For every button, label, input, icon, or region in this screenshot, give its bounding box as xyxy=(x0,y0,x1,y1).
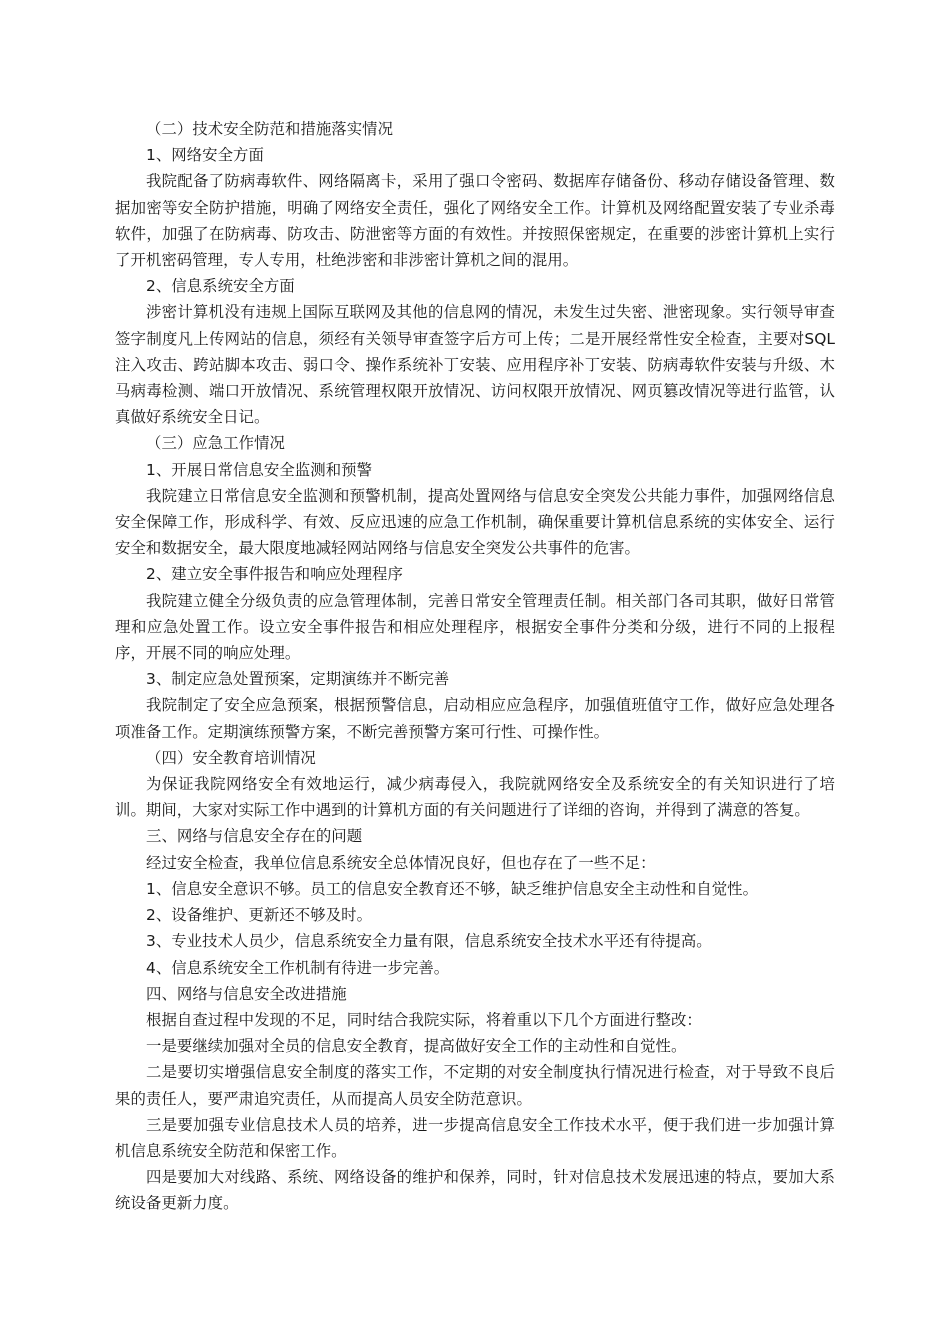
list-item: 1、信息安全意识不够。员工的信息安全教育还不够，缺乏维护信息安全主动性和自觉性。 xyxy=(146,879,759,898)
subsection-heading: 1、开展日常信息安全监测和预警 xyxy=(146,460,373,479)
section-heading: 四、网络与信息安全改进措施 xyxy=(146,984,347,1003)
subsection-heading: 1、网络安全方面 xyxy=(146,146,264,165)
list-item: 一是要继续加强对全员的信息安全教育，提高做好安全工作的主动性和自觉性。 xyxy=(146,1037,687,1056)
paragraph: 涉密计算机没有违规上国际互联网及其他的信息网的情况，未发生过失密、泄密现象。实行领导审查签字制度凡上传网站的信息，须经有关领导审查签字后方可上传；二是开展经常性安全检查，主要对SQL注入攻击、跨站脚本攻击、弱口令、操作系统补丁安装、应用程序补丁安装、防病毒软件安装与升级、木马病毒检测、端口开放情况、系统管理权限开放情况、访问权限开放情况、网页篡改情况等进行监管，认真做好系统安全日记。 xyxy=(115,303,835,427)
list-item: 三是要加强专业信息技术人员的培养，进一步提高信息安全工作技术水平，便于我们进一步加强计算机信息系统安全防范和保密工作。 xyxy=(115,1115,835,1160)
paragraph: 经过安全检查，我单位信息系统安全总体情况良好，但也存在了一些不足： xyxy=(146,853,656,872)
list-item: 二是要切实增强信息安全制度的落实工作，不定期的对安全制度执行情况进行检查，对于导致不良后果的责任人，要严肃追究责任，从而提高人员安全防范意识。 xyxy=(115,1063,835,1108)
section-heading: （四）安全教育培训情况 xyxy=(146,748,316,767)
subsection-heading: 2、信息系统安全方面 xyxy=(146,277,295,296)
list-item: 四是要加大对线路、系统、网络设备的维护和保养，同时，针对信息技术发展迅速的特点，要加大系统设备更新力度。 xyxy=(115,1168,835,1213)
list-item: 4、信息系统安全工作机制有待进一步完善。 xyxy=(146,958,450,977)
paragraph: 我院建立健全分级负责的应急管理体制，完善日常安全管理责任制。相关部门各司其职，做好日常管理和应急处置工作。设立安全事件报告和相应处理程序，根据安全事件分类和分级，进行不同的上报程序，开展不同的响应处理。 xyxy=(115,591,835,663)
section-heading: （二）技术安全防范和措施落实情况 xyxy=(146,120,394,138)
section-heading: （三）应急工作情况 xyxy=(146,434,285,453)
paragraph: 我院配备了防病毒软件、网络隔离卡，采用了强口令密码、数据库存储备份、移动存储设备管理、数据加密等安全防护措施，明确了网络安全责任，强化了网络安全工作。计算机及网络配置安装了专业杀毒软件，加强了在防病毒、防攻击、防泄密等方面的有效性。并按照保密规定，在重要的涉密计算机上实行了开机密码管理，专人专用，杜绝涉密和非涉密计算机之间的混用。 xyxy=(115,172,835,270)
paragraph: 根据自查过程中发现的不足，同时结合我院实际，将着重以下几个方面进行整改： xyxy=(146,1010,702,1029)
list-item: 2、设备维护、更新还不够及时。 xyxy=(146,906,373,925)
paragraph: 为保证我院网络安全有效地运行，减少病毒侵入，我院就网络安全及系统安全的有关知识进行了培训。期间，大家对实际工作中遇到的计算机方面的有关问题进行了详细的咨询，并得到了满意的答复。 xyxy=(115,775,835,820)
subsection-heading: 3、制定应急处置预案，定期演练并不断完善 xyxy=(146,670,450,689)
document-body xyxy=(115,116,835,1217)
section-heading: 三、网络与信息安全存在的问题 xyxy=(146,827,363,846)
paragraph: 我院制定了安全应急预案，根据预警信息，启动相应应急程序，加强值班值守工作，做好应急处理各项准备工作。定期演练预警方案，不断完善预警方案可行性、可操作性。 xyxy=(115,696,835,741)
paragraph: 我院建立日常信息安全监测和预警机制，提高处置网络与信息安全突发公共能力事件，加强网络信息安全保障工作，形成科学、有效、反应迅速的应急工作机制，确保重要计算机信息系统的实体安全、运行安全和数据安全，最大限度地减轻网站网络与信息安全突发公共事件的危害。 xyxy=(115,486,835,558)
list-item: 3、专业技术人员少，信息系统安全力量有限，信息系统安全技术水平还有待提高。 xyxy=(146,932,712,951)
subsection-heading: 2、建立安全事件报告和响应处理程序 xyxy=(146,565,403,584)
